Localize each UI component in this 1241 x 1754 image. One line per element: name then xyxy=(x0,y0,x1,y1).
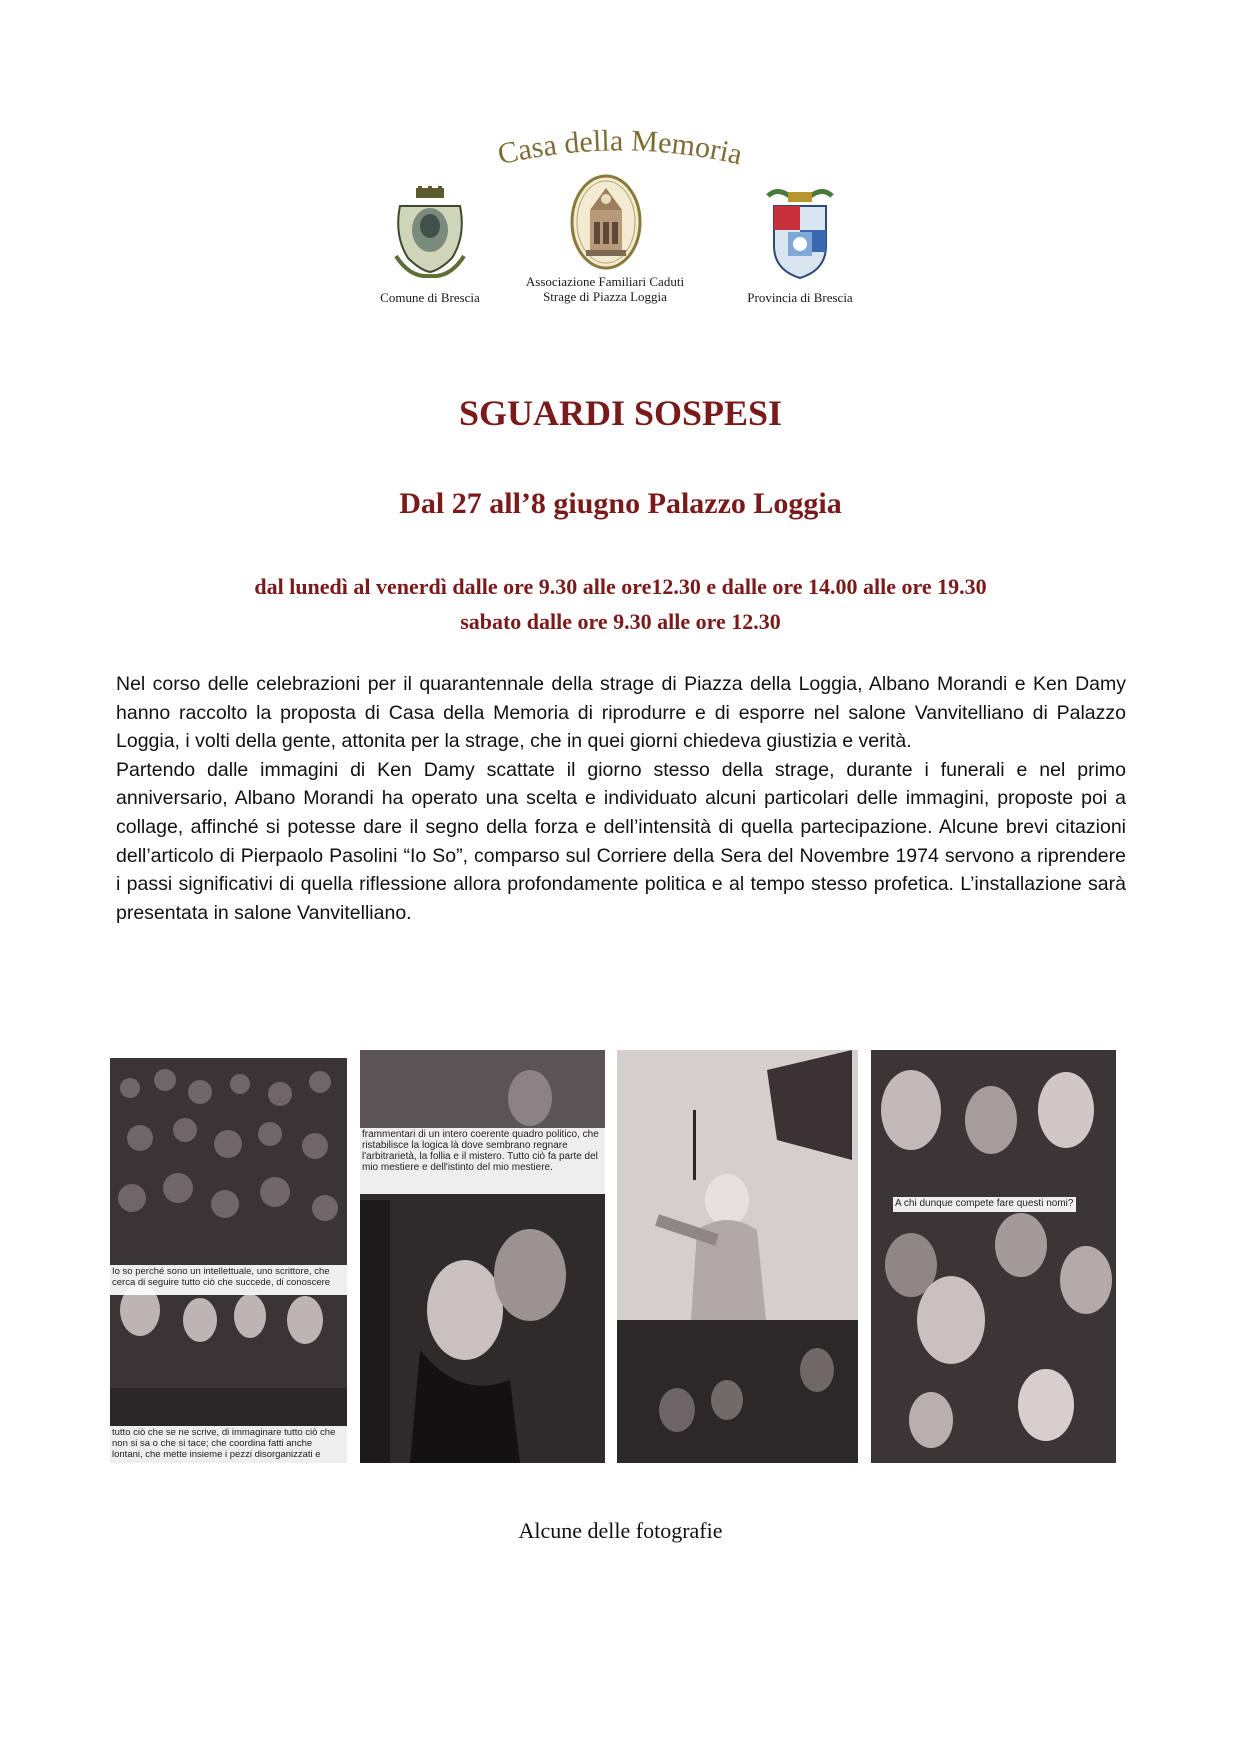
description-paragraph-1: Nel corso delle celebrazioni per il quarantennale della strage di Piazza della Loggia, Albano Morandi e Ken Damy hanno raccolto la proposta di Casa della Memoria di riprodurre e di esporre nel salone Vanvitelliano di Palazzo Loggia, i volti della gente, attonita per la strage, che in quei giorni chiedeva giustizia e verità. xyxy=(116,673,1126,753)
photo-strip xyxy=(0,1050,1241,1470)
coat-of-arms-provincia-icon xyxy=(758,186,842,282)
photo-women xyxy=(871,1050,1116,1463)
event-title: SGUARDI SOSPESI xyxy=(458,393,783,433)
photo-crowd-1 xyxy=(110,1058,347,1463)
emblem-label-comune: Comune di Brescia xyxy=(380,290,480,305)
hours-weekdays: dal lunedì al venerdì dalle ore 9.30 alle ore12.30 e dalle ore 14.00 alle ore 19.30 xyxy=(254,574,987,599)
hours-saturday: sabato dalle ore 9.30 alle ore 12.30 xyxy=(460,609,781,634)
org-title: Casa della Memoria xyxy=(494,124,746,172)
pasolini-quote-1: Io so perché sono un intellettuale, uno scrittore, che cerca di seguire tutto ciò che succede, di conoscere xyxy=(110,1265,347,1295)
coat-of-arms-brescia-icon xyxy=(390,186,470,278)
emblem-label-provincia: Provincia di Brescia xyxy=(747,290,853,305)
photo-statue xyxy=(617,1050,858,1463)
event-dates-location: Dal 27 all’8 giugno Palazzo Loggia xyxy=(399,487,842,520)
loggia-medallion-icon xyxy=(568,172,644,272)
letterhead xyxy=(0,0,1241,320)
description xyxy=(116,670,1126,927)
photo-young-couple xyxy=(360,1050,605,1463)
emblem-label-associazione xyxy=(500,274,710,304)
pasolini-quote-2: tutto ciò che se ne scrive, di immaginare tutto ciò che non si sa o che si tace; che coordina fatti anche lontani, che mette insieme i pezzi disorganizzati e xyxy=(110,1426,347,1463)
photos-caption: Alcune delle fotografie xyxy=(518,1518,723,1543)
description-paragraph-2: Partendo dalle immagini di Ken Damy scattate il giorno stesso della strage, durante i funerali e nel primo anniversario, Albano Morandi ha operato una scelta e individuato alcuni particolari delle immagini, proposte poi a collage, affinché si potesse dare il segno della forza e dell’intensità di quella partecipazione. Alcune brevi citazioni dell’articolo di Pierpaolo Pasolini “Io So”, comparso sul Corriere della Sera del Novembre 1974 servono a riprendere i passi significativi di quella riflessione allora profondamente politica e al tempo stesso profetica. L’installazione sarà presentata in salone Vanvitelliano. xyxy=(116,758,1126,924)
pasolini-quote-3: frammentari di un intero coerente quadro politico, che ristabilisce la logica là dove sembrano regnare l'arbitrarietà, la follia e il mistero. Tutto ciò fa parte del mio mestiere e dell'istinto del mio mestiere. xyxy=(360,1128,605,1194)
associazione-line-2: Strage di Piazza Loggia xyxy=(543,289,667,304)
svg-text:Casa della Memoria xyxy=(495,124,746,171)
pasolini-quote-4: A chi dunque compete fare questi nomi? xyxy=(893,1197,1076,1212)
associazione-line-1: Associazione Familiari Caduti xyxy=(525,274,685,289)
